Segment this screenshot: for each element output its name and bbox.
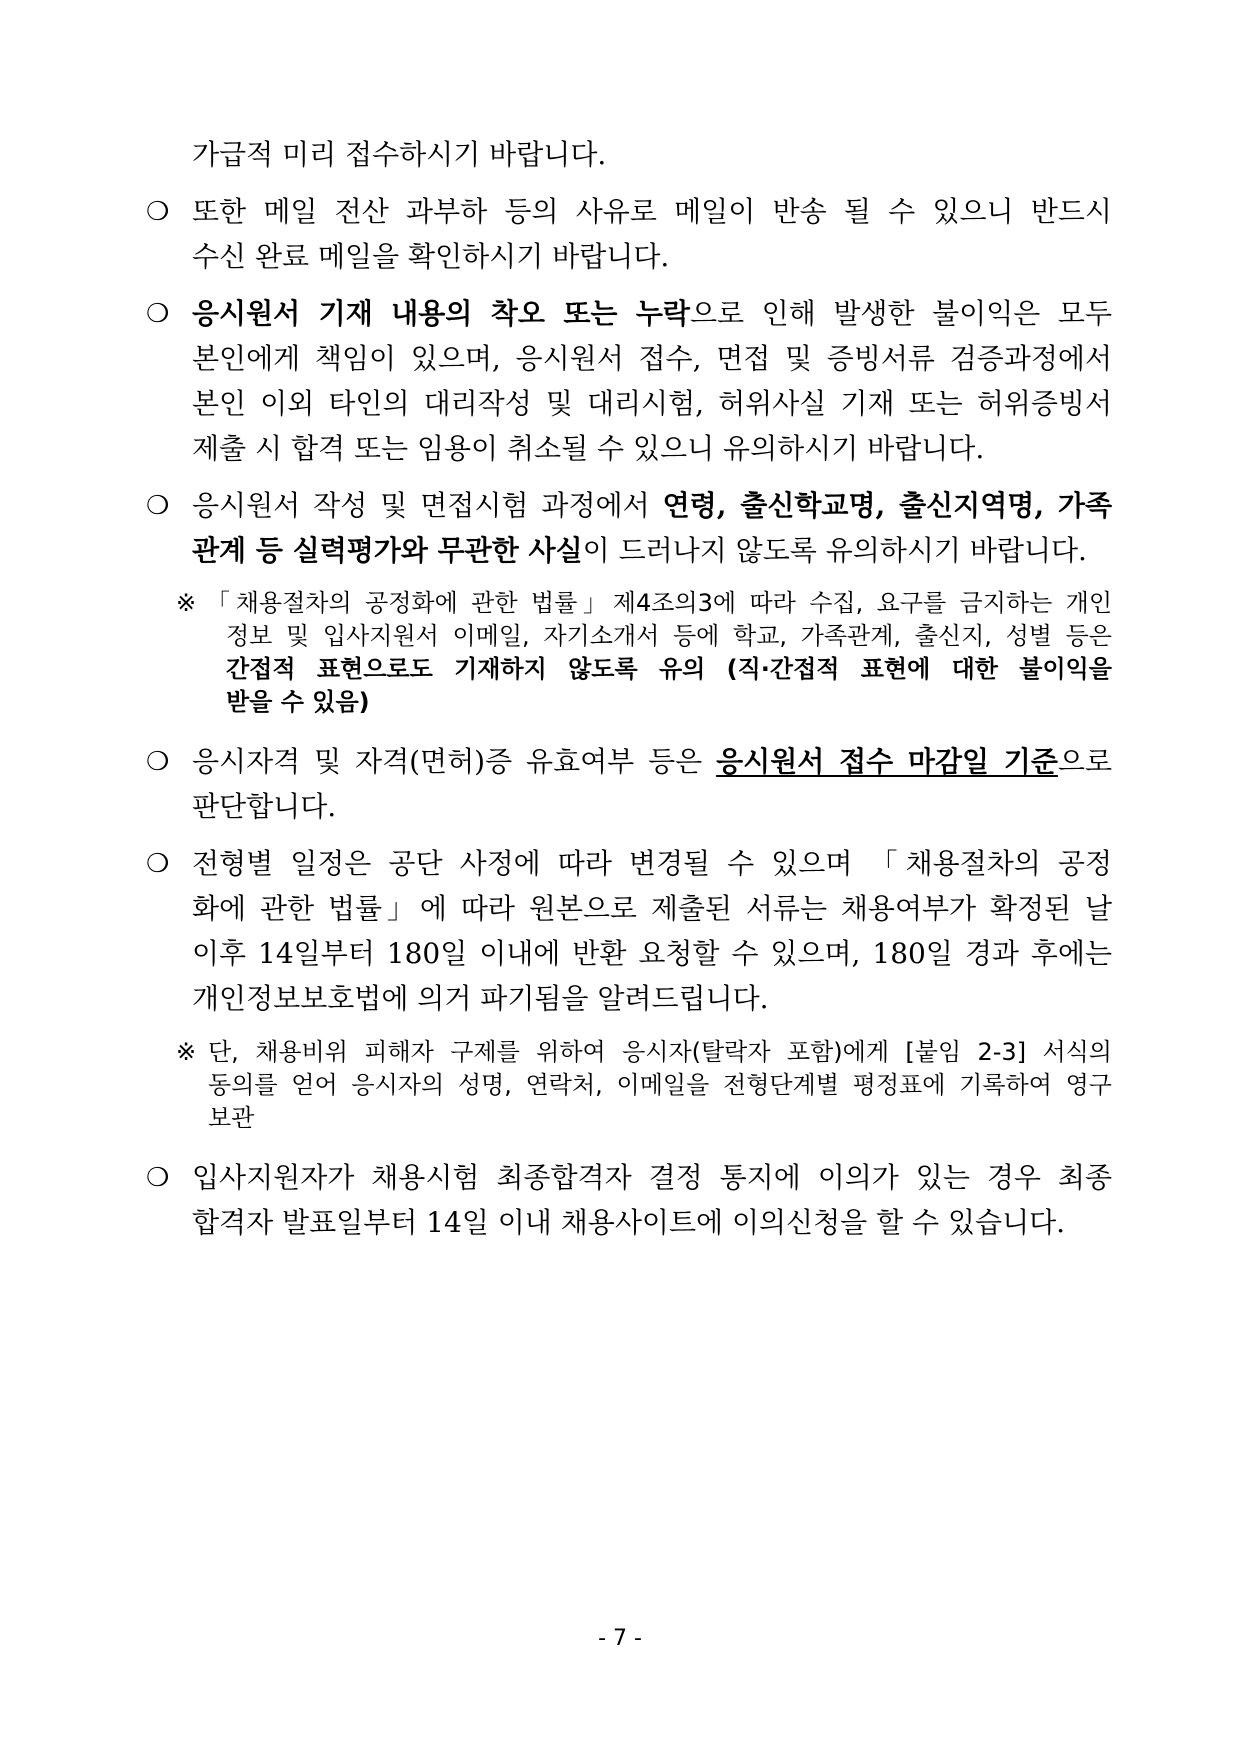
bold-emphasis: 응시원서 기재 내용의 착오 또는 누락	[192, 297, 690, 330]
text-run: 응시원서 작성 및 면접시험 과정에서	[192, 489, 663, 522]
bullet-circle-icon: ❍	[146, 849, 170, 879]
paragraph-5-line-2: 화에 관한 법률」에 따라 원본으로 제출된 서류는 채용여부가 확정된 날	[192, 892, 1112, 925]
text-run: 응시자격 및 자격(면허)증 유효여부 등은	[192, 745, 717, 778]
underlined-emphasis: 응시원서 접수 마감일 기준	[716, 745, 1058, 778]
bullet-circle-icon: ❍	[146, 197, 170, 227]
bullet-circle-icon: ❍	[146, 1163, 170, 1193]
paragraph-5-line-1: 전형별 일정은 공단 사정에 따라 변경될 수 있으며 「채용절차의 공정	[192, 847, 1112, 880]
note-1-line-3: 간접적 표현으로도 기재하지 않도록 유의 (직·간접적 표현에 대한 불이익을	[226, 655, 1112, 683]
paragraph-6-line-1: 입사지원자가 채용시험 최종합격자 결정 통지에 이의가 있는 경우 최종	[192, 1161, 1112, 1194]
paragraph-1-line-2: 수신 완료 메일을 확인하시기 바랍니다.	[192, 240, 670, 273]
paragraph-2-line-2: 본인에게 책임이 있으며, 응시원서 접수, 면접 및 증빙서류 검증과정에서	[192, 342, 1112, 375]
note-mark-icon: ※	[176, 589, 197, 617]
note-mark-icon: ※	[176, 1038, 197, 1066]
paragraph-4-line-2: 판단합니다.	[192, 790, 337, 823]
paragraph-6-line-2: 합격자 발표일부터 14일 이내 채용사이트에 이의신청을 할 수 있습니다.	[192, 1206, 1066, 1239]
paragraph-3-line-1	[192, 488, 1112, 524]
note-1-line-2: 정보 및 입사지원서 이메일, 자기소개서 등에 학교, 가족관계, 출신지, 성별 등은	[226, 622, 1112, 650]
paragraph-1-line-1: 또한 메일 전산 과부하 등의 사유로 메일이 반송 될 수 있으니 반드시	[192, 195, 1112, 228]
bold-emphasis: 연령, 출신학교명, 출신지역명, 가족	[662, 489, 1112, 522]
paragraph-0-line-1: 가급적 미리 접수하시기 바랍니다.	[192, 138, 607, 171]
paragraph-5-line-3: 이후 14일부터 180일 이내에 반환 요청할 수 있으며, 180일 경과 후에는	[192, 937, 1112, 970]
note-2-line-1: 단, 채용비위 피해자 구제를 위하여 응시자(탈락자 포함)에게 [붙임 2-3] 서식의	[208, 1038, 1112, 1066]
note-2-line-3: 보관	[208, 1104, 255, 1132]
paragraph-2-line-3: 본인 이외 타인의 대리작성 및 대리시험, 허위사실 기재 또는 허위증빙서	[192, 387, 1112, 420]
bullet-circle-icon: ❍	[146, 299, 170, 329]
paragraph-2-line-4: 제출 시 합격 또는 임용이 취소될 수 있으니 유의하시기 바랍니다.	[192, 432, 985, 465]
bold-emphasis: 관계 등 실력평가와 무관한 사실	[192, 534, 583, 567]
paragraph-5-line-4: 개인정보보호법에 의거 파기됨을 알려드립니다.	[192, 982, 769, 1015]
text-run: 으로 인해 발생한 불이익은 모두	[689, 297, 1112, 330]
bullet-circle-icon: ❍	[146, 747, 170, 777]
bullet-circle-icon: ❍	[146, 491, 170, 521]
note-2-line-2: 동의를 얻어 응시자의 성명, 연락처, 이메일을 전형단계별 평정표에 기록하여 영구	[208, 1071, 1112, 1099]
note-1-line-4: 받을 수 있음)	[226, 688, 370, 716]
text-run: 이 드러나지 않도록 유의하시기 바랍니다.	[582, 534, 1087, 567]
paragraph-2-line-1	[192, 296, 1112, 332]
text-run: 으로	[1057, 745, 1113, 778]
paragraph-3-line-2	[192, 533, 1112, 569]
paragraph-4-line-1	[192, 744, 1112, 780]
note-1-line-1: 「채용절차의 공정화에 관한 법률」제4조의3에 따라 수집, 요구를 금지하는 개인	[206, 589, 1112, 617]
page-number: - 7 -	[598, 1626, 642, 1651]
